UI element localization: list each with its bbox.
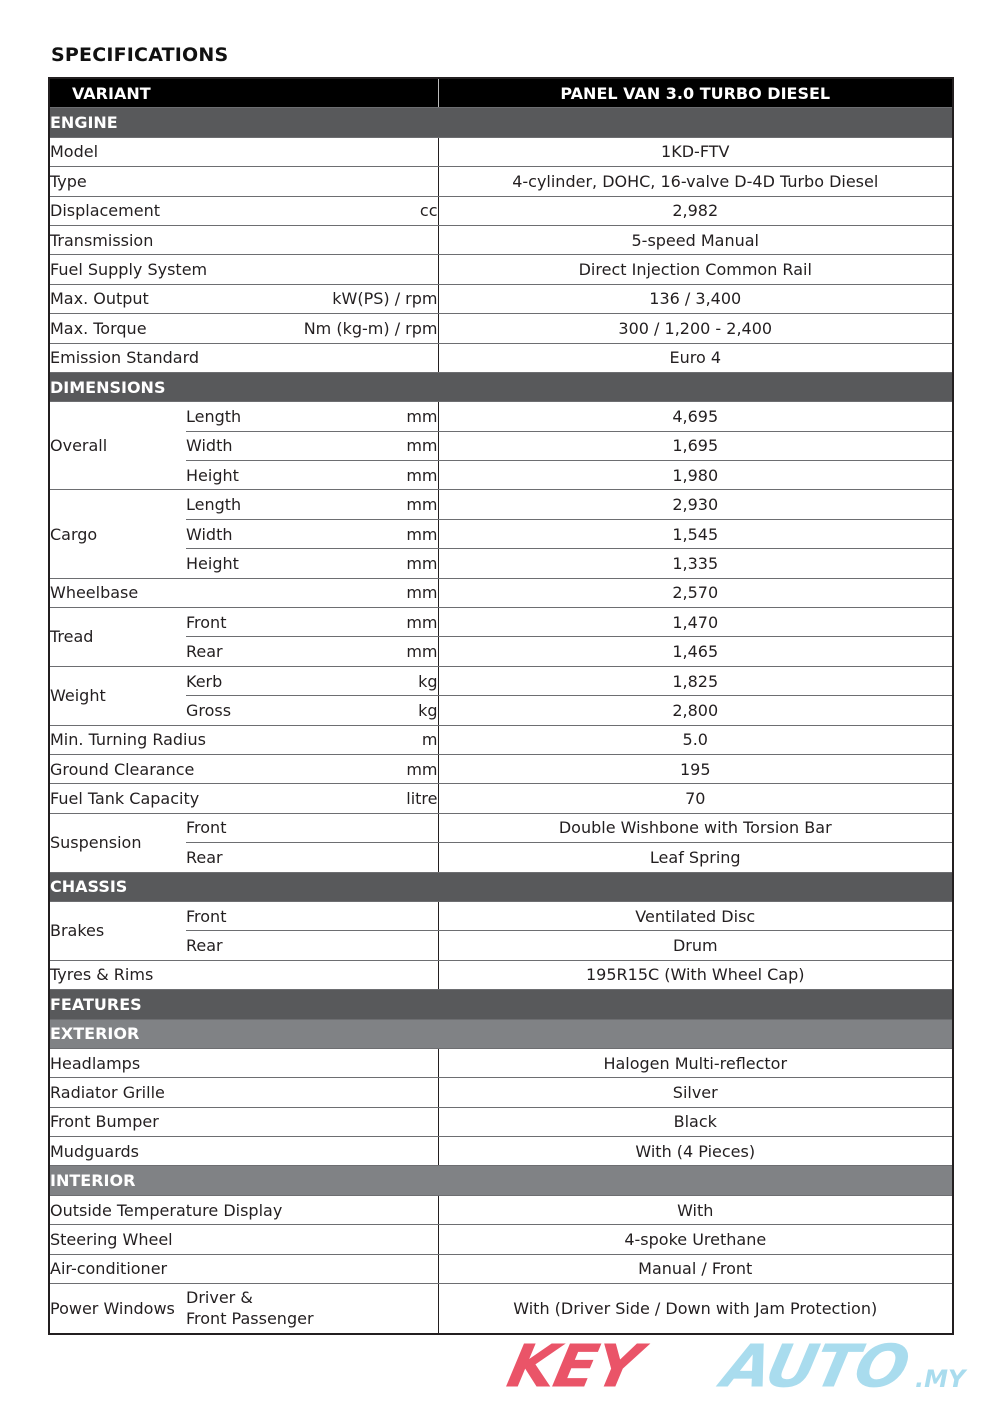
spec-unit: kW(PS) / rpm bbox=[286, 284, 438, 313]
spec-unit: kg bbox=[286, 666, 438, 695]
spec-name: Mudguards bbox=[49, 1137, 438, 1166]
spec-name: Fuel Supply System bbox=[49, 255, 286, 284]
spec-row bbox=[49, 1048, 953, 1077]
spec-group-name: Brakes bbox=[49, 901, 186, 960]
spec-unit: m bbox=[286, 725, 438, 754]
spec-subname: Rear bbox=[186, 931, 438, 960]
spec-value: 1,545 bbox=[438, 519, 953, 548]
spec-row bbox=[49, 225, 953, 254]
spec-unit bbox=[286, 167, 438, 196]
spec-unit: mm bbox=[286, 519, 438, 548]
spec-name: Max. Output bbox=[49, 284, 286, 313]
spec-row bbox=[49, 666, 953, 695]
section-dimensions bbox=[49, 372, 953, 401]
spec-value: Double Wishbone with Torsion Bar bbox=[438, 813, 953, 842]
spec-subname: Length bbox=[186, 402, 286, 431]
spec-row bbox=[49, 1107, 953, 1136]
spec-unit: mm bbox=[286, 431, 438, 460]
spec-row bbox=[49, 490, 953, 519]
spec-row bbox=[49, 901, 953, 930]
spec-name: Min. Turning Radius bbox=[49, 725, 286, 754]
spec-unit: mm bbox=[286, 754, 438, 783]
section-title: ENGINE bbox=[49, 108, 953, 137]
spec-value: 5.0 bbox=[438, 725, 953, 754]
spec-row bbox=[49, 1225, 953, 1254]
spec-name: Transmission bbox=[49, 225, 286, 254]
spec-row bbox=[49, 813, 953, 842]
spec-value: 1KD-FTV bbox=[438, 137, 953, 166]
spec-name: Tyres & Rims bbox=[49, 960, 438, 989]
spec-value: With (4 Pieces) bbox=[438, 1137, 953, 1166]
spec-subname: Width bbox=[186, 431, 286, 460]
spec-subname: Front bbox=[186, 901, 438, 930]
logo-auto-text: AUTO bbox=[716, 1331, 914, 1401]
spec-value: Manual / Front bbox=[438, 1254, 953, 1283]
spec-group-name: Weight bbox=[49, 666, 186, 725]
spec-name: Power Windows bbox=[49, 1284, 186, 1334]
spec-group-name: Cargo bbox=[49, 490, 186, 578]
spec-name: Outside Temperature Display bbox=[49, 1195, 438, 1224]
spec-unit bbox=[286, 343, 438, 372]
spec-subname: Rear bbox=[186, 843, 438, 872]
spec-name: Emission Standard bbox=[49, 343, 286, 372]
spec-value: 2,800 bbox=[438, 696, 953, 725]
spec-unit: mm bbox=[286, 608, 438, 637]
spec-value: With bbox=[438, 1195, 953, 1224]
spec-value: Halogen Multi-reflector bbox=[438, 1048, 953, 1077]
spec-unit: mm bbox=[286, 549, 438, 578]
spec-group-name: Overall bbox=[49, 402, 186, 490]
section-title: FEATURES bbox=[49, 990, 953, 1019]
spec-row bbox=[49, 137, 953, 166]
spec-unit: mm bbox=[286, 637, 438, 666]
spec-value: Black bbox=[438, 1107, 953, 1136]
spec-row bbox=[49, 608, 953, 637]
spec-value: Leaf Spring bbox=[438, 843, 953, 872]
spec-unit: litre bbox=[286, 784, 438, 813]
section-features bbox=[49, 990, 953, 1019]
section-title: CHASSIS bbox=[49, 872, 953, 901]
spec-value: 1,465 bbox=[438, 637, 953, 666]
subsection-title: INTERIOR bbox=[49, 1166, 953, 1195]
spec-subname-line: Driver & bbox=[186, 1288, 253, 1308]
spec-unit: mm bbox=[286, 578, 438, 607]
spec-subname bbox=[186, 1284, 438, 1334]
spec-subname: Height bbox=[186, 461, 286, 490]
spec-subname: Height bbox=[186, 549, 286, 578]
spec-row bbox=[49, 1137, 953, 1166]
spec-subname: Gross bbox=[186, 696, 286, 725]
subsection-title: EXTERIOR bbox=[49, 1019, 953, 1048]
spec-value: Direct Injection Common Rail bbox=[438, 255, 953, 284]
spec-unit bbox=[286, 225, 438, 254]
spec-value: Ventilated Disc bbox=[438, 901, 953, 930]
spec-subname: Front bbox=[186, 608, 286, 637]
spec-row bbox=[49, 255, 953, 284]
spec-row bbox=[49, 196, 953, 225]
variant-name: PANEL VAN 3.0 TURBO DIESEL bbox=[438, 78, 953, 108]
spec-value: 4-spoke Urethane bbox=[438, 1225, 953, 1254]
spec-name: Headlamps bbox=[49, 1048, 438, 1077]
logo-key-text: KEY bbox=[501, 1331, 646, 1401]
spec-value: 1,470 bbox=[438, 608, 953, 637]
spec-value: 70 bbox=[438, 784, 953, 813]
spec-row bbox=[49, 1195, 953, 1224]
spec-name: Ground Clearance bbox=[49, 754, 286, 783]
spec-subname: Rear bbox=[186, 637, 286, 666]
spec-unit: mm bbox=[286, 402, 438, 431]
spec-value: Drum bbox=[438, 931, 953, 960]
page-title: SPECIFICATIONS bbox=[51, 44, 229, 66]
section-engine bbox=[49, 108, 953, 137]
section-chassis bbox=[49, 872, 953, 901]
subsection-exterior bbox=[49, 1019, 953, 1048]
spec-name: Steering Wheel bbox=[49, 1225, 438, 1254]
spec-value: 195R15C (With Wheel Cap) bbox=[438, 960, 953, 989]
spec-value: With (Driver Side / Down with Jam Protection) bbox=[438, 1284, 953, 1334]
spec-name: Max. Torque bbox=[49, 314, 286, 343]
spec-row bbox=[49, 578, 953, 607]
spec-unit bbox=[286, 255, 438, 284]
spec-unit: Nm (kg-m) / rpm bbox=[286, 314, 438, 343]
spec-name: Air-conditioner bbox=[49, 1254, 438, 1283]
logo-tld-text: .MY bbox=[915, 1365, 966, 1393]
spec-row bbox=[49, 754, 953, 783]
spec-value: Silver bbox=[438, 1078, 953, 1107]
spec-unit: mm bbox=[286, 490, 438, 519]
spec-value: 2,570 bbox=[438, 578, 953, 607]
spec-value: 1,695 bbox=[438, 431, 953, 460]
spec-name: Front Bumper bbox=[49, 1107, 438, 1136]
spec-subname: Front bbox=[186, 813, 438, 842]
spec-name: Wheelbase bbox=[49, 578, 286, 607]
spec-value: Euro 4 bbox=[438, 343, 953, 372]
spec-value: 5-speed Manual bbox=[438, 225, 953, 254]
spec-name: Fuel Tank Capacity bbox=[49, 784, 286, 813]
spec-unit: cc bbox=[286, 196, 438, 225]
spec-value: 4-cylinder, DOHC, 16-valve D-4D Turbo Diesel bbox=[438, 167, 953, 196]
spec-value: 300 / 1,200 - 2,400 bbox=[438, 314, 953, 343]
spec-name: Displacement bbox=[49, 196, 286, 225]
spec-name: Type bbox=[49, 167, 286, 196]
spec-row bbox=[49, 784, 953, 813]
spec-row bbox=[49, 343, 953, 372]
spec-row bbox=[49, 167, 953, 196]
spec-row bbox=[49, 314, 953, 343]
spec-group-name: Suspension bbox=[49, 813, 186, 872]
spec-value: 2,930 bbox=[438, 490, 953, 519]
variant-header-row bbox=[49, 78, 953, 108]
spec-unit: kg bbox=[286, 696, 438, 725]
section-title: DIMENSIONS bbox=[49, 372, 953, 401]
spec-value: 136 / 3,400 bbox=[438, 284, 953, 313]
spec-row bbox=[49, 1284, 953, 1334]
spec-row bbox=[49, 725, 953, 754]
spec-value: 4,695 bbox=[438, 402, 953, 431]
spec-row bbox=[49, 402, 953, 431]
variant-label: VARIANT bbox=[49, 78, 438, 108]
spec-row bbox=[49, 960, 953, 989]
spec-unit bbox=[286, 137, 438, 166]
spec-row bbox=[49, 1078, 953, 1107]
spec-name: Model bbox=[49, 137, 286, 166]
subsection-interior bbox=[49, 1166, 953, 1195]
spec-subname: Kerb bbox=[186, 666, 286, 695]
spec-unit: mm bbox=[286, 461, 438, 490]
spec-value: 2,982 bbox=[438, 196, 953, 225]
spec-subname-line: Front Passenger bbox=[186, 1309, 314, 1329]
spec-row bbox=[49, 1254, 953, 1283]
spec-value: 1,335 bbox=[438, 549, 953, 578]
spec-name: Radiator Grille bbox=[49, 1078, 438, 1107]
spec-subname: Length bbox=[186, 490, 286, 519]
spec-subname: Width bbox=[186, 519, 286, 548]
spec-row bbox=[49, 284, 953, 313]
spec-group-name: Tread bbox=[49, 608, 186, 667]
spec-value: 195 bbox=[438, 754, 953, 783]
spec-value: 1,825 bbox=[438, 666, 953, 695]
spec-value: 1,980 bbox=[438, 461, 953, 490]
specifications-table bbox=[48, 77, 954, 1335]
